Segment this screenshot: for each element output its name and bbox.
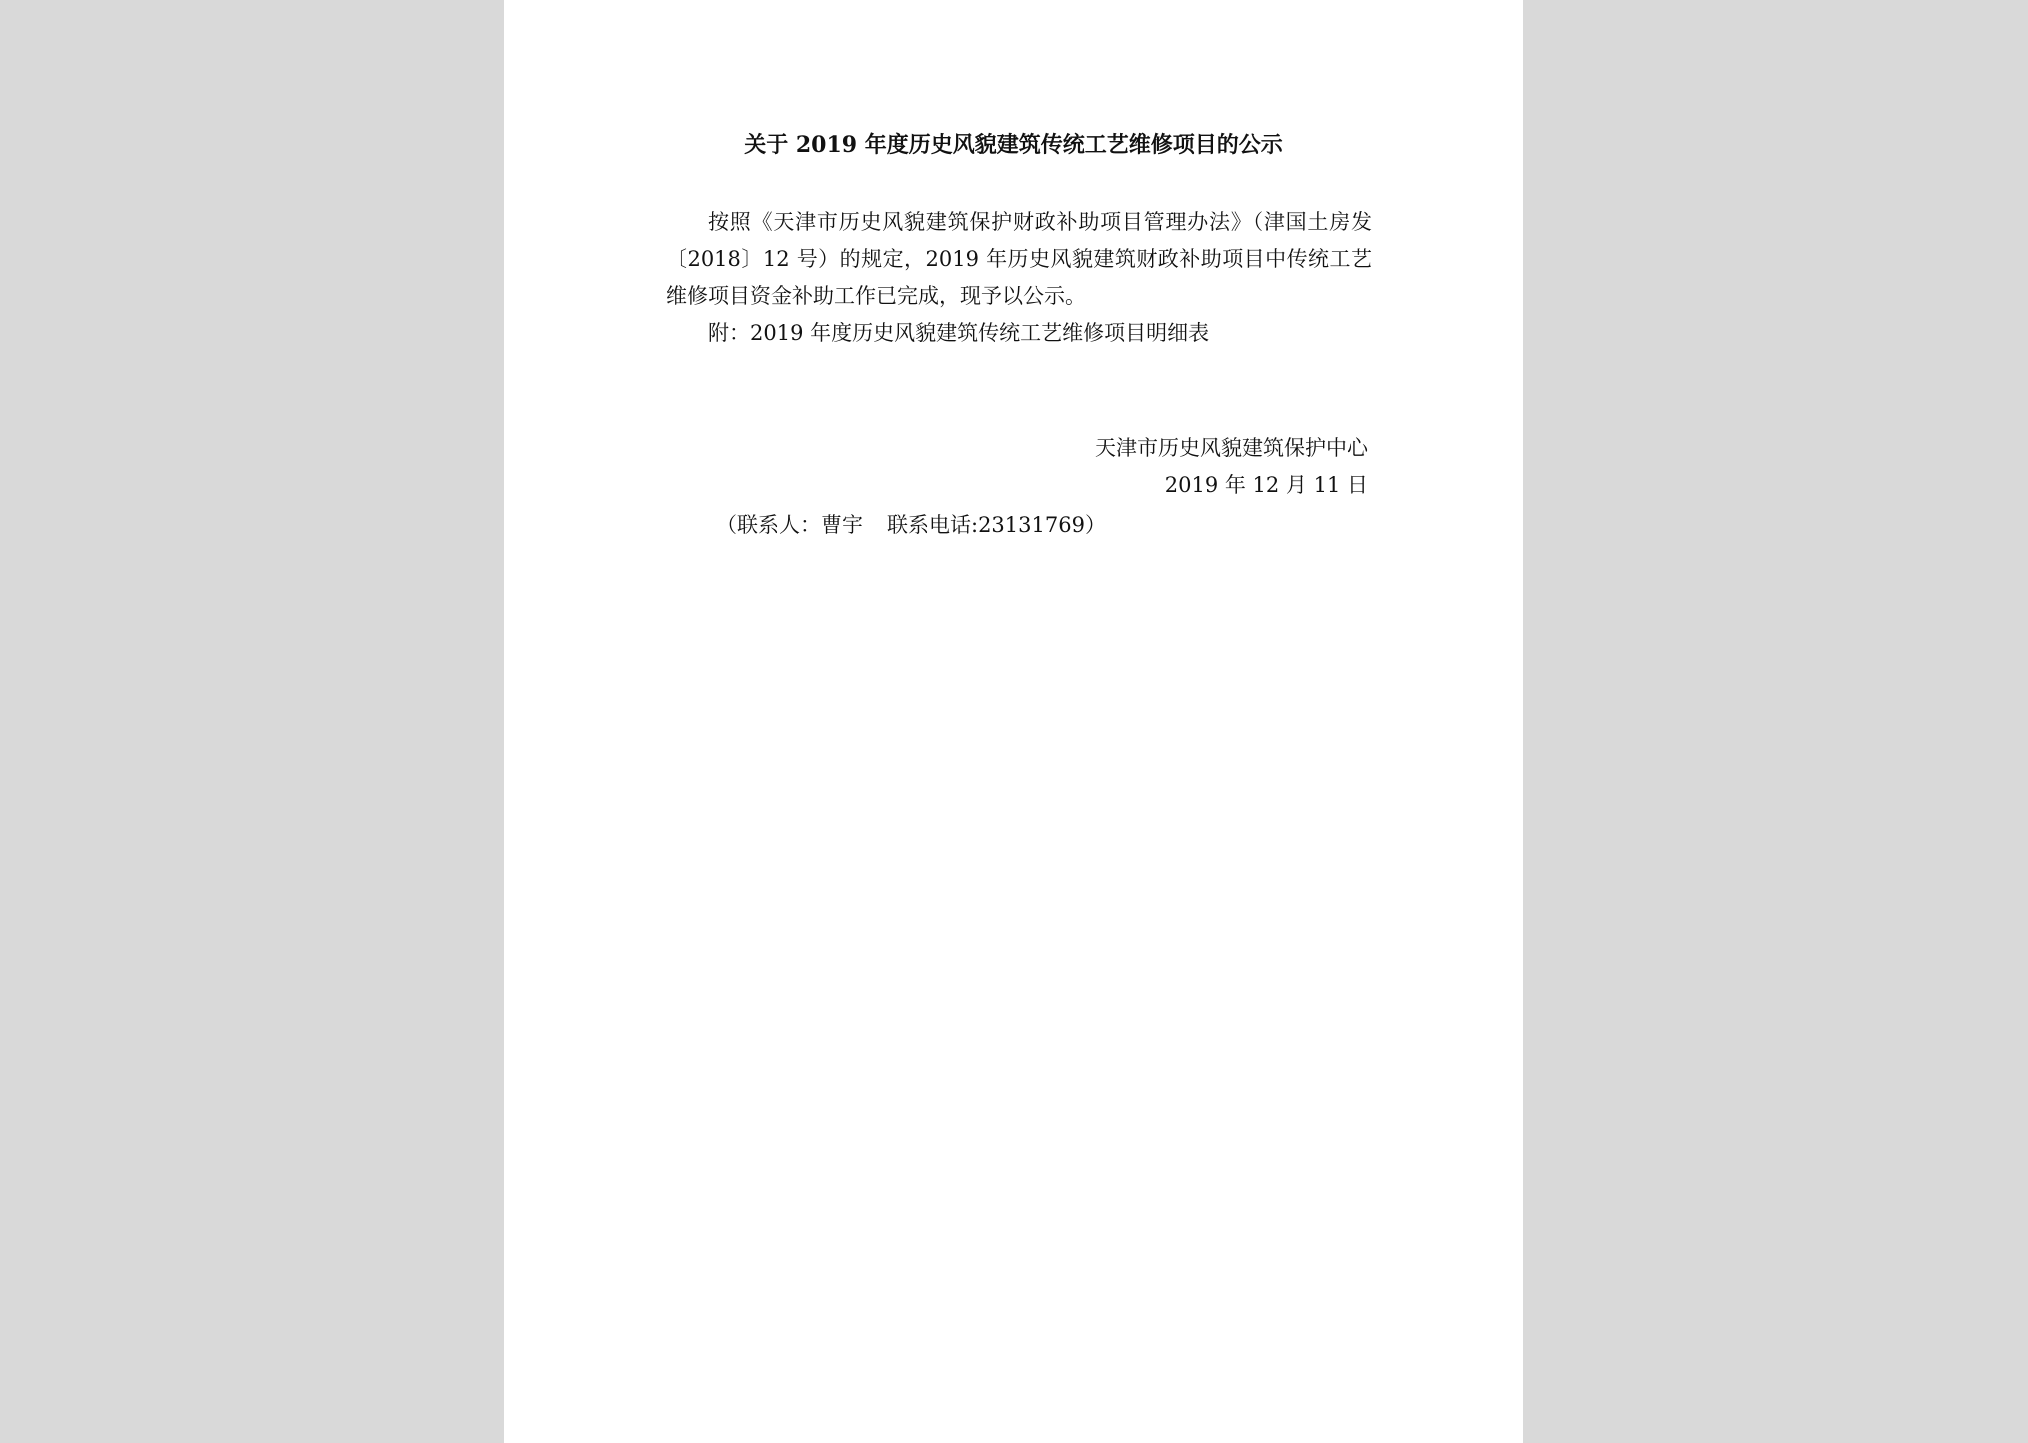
signature-block (1095, 430, 1368, 504)
contact-person: （联系人：曹宇 (716, 513, 863, 537)
document-page (504, 0, 1523, 1443)
contact-phone: 联系电话:23131769） (887, 513, 1106, 537)
signature-organization: 天津市历史风貌建筑保护中心 (1095, 436, 1368, 460)
signature-date: 2019 年 12 月 11 日 (1164, 473, 1368, 497)
body-paragraph: 按照《天津市历史风貌建筑保护财政补助项目管理办法》（津国土房发〔2018〕12 号）的规定，2019 年历史风貌建筑财政补助项目中传统工艺维修项目资金补助工作已完成，现予以公示。 (666, 210, 1372, 308)
contact-line (716, 507, 1106, 544)
attachment-line: 附：2019 年度历史风貌建筑传统工艺维修项目明细表 (708, 321, 1210, 345)
document-title: 关于 2019 年度历史风貌建筑传统工艺维修项目的公示 (744, 132, 1283, 158)
document-body (666, 204, 1372, 352)
